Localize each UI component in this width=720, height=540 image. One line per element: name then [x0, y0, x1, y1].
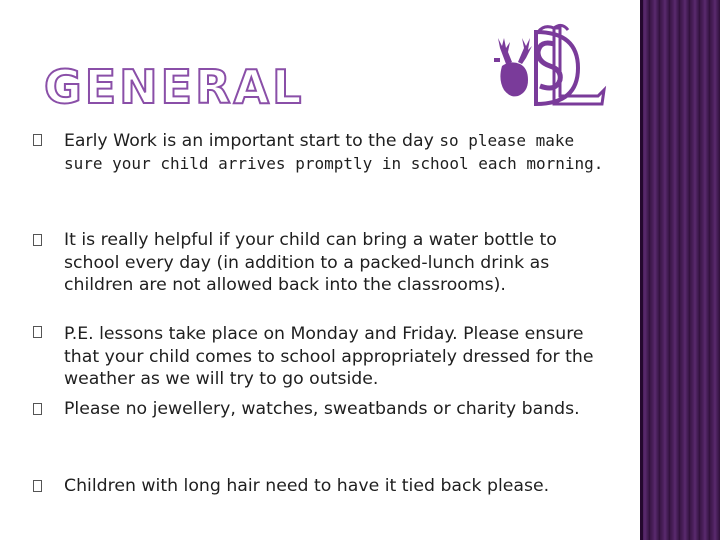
- bullet-marker: [30, 131, 44, 149]
- bullet-marker: [30, 323, 44, 341]
- bullet-text-part: Early Work is an important start to the day: [64, 131, 440, 151]
- bullet-marker: [30, 231, 44, 249]
- school-logo: [488, 18, 608, 116]
- bullet-text: Please no jewellery, watches, sweatbands or charity bands.: [64, 399, 580, 419]
- bullet-text: [64, 130, 604, 175]
- bullet-marker: [30, 477, 44, 495]
- bullet-text: It is really helpful if your child can bring a water bottle to school every day (in addition to a packed-lunch drink as children are not allowed back into the classrooms).: [64, 230, 557, 295]
- slide-title: GENERAL: [44, 60, 305, 114]
- decorative-side-band: [640, 0, 720, 540]
- bullet-text-part: so please make sure your child arrives promptly in school each morning.: [64, 131, 604, 173]
- bullet-text: Children with long hair need to have it tied back please.: [64, 476, 550, 496]
- bullet-marker: [30, 400, 44, 418]
- bullet-text: P.E. lessons take place on Monday and Friday. Please ensure that your child comes to school appropriately dressed for the weather as we will try to go outside.: [64, 324, 594, 389]
